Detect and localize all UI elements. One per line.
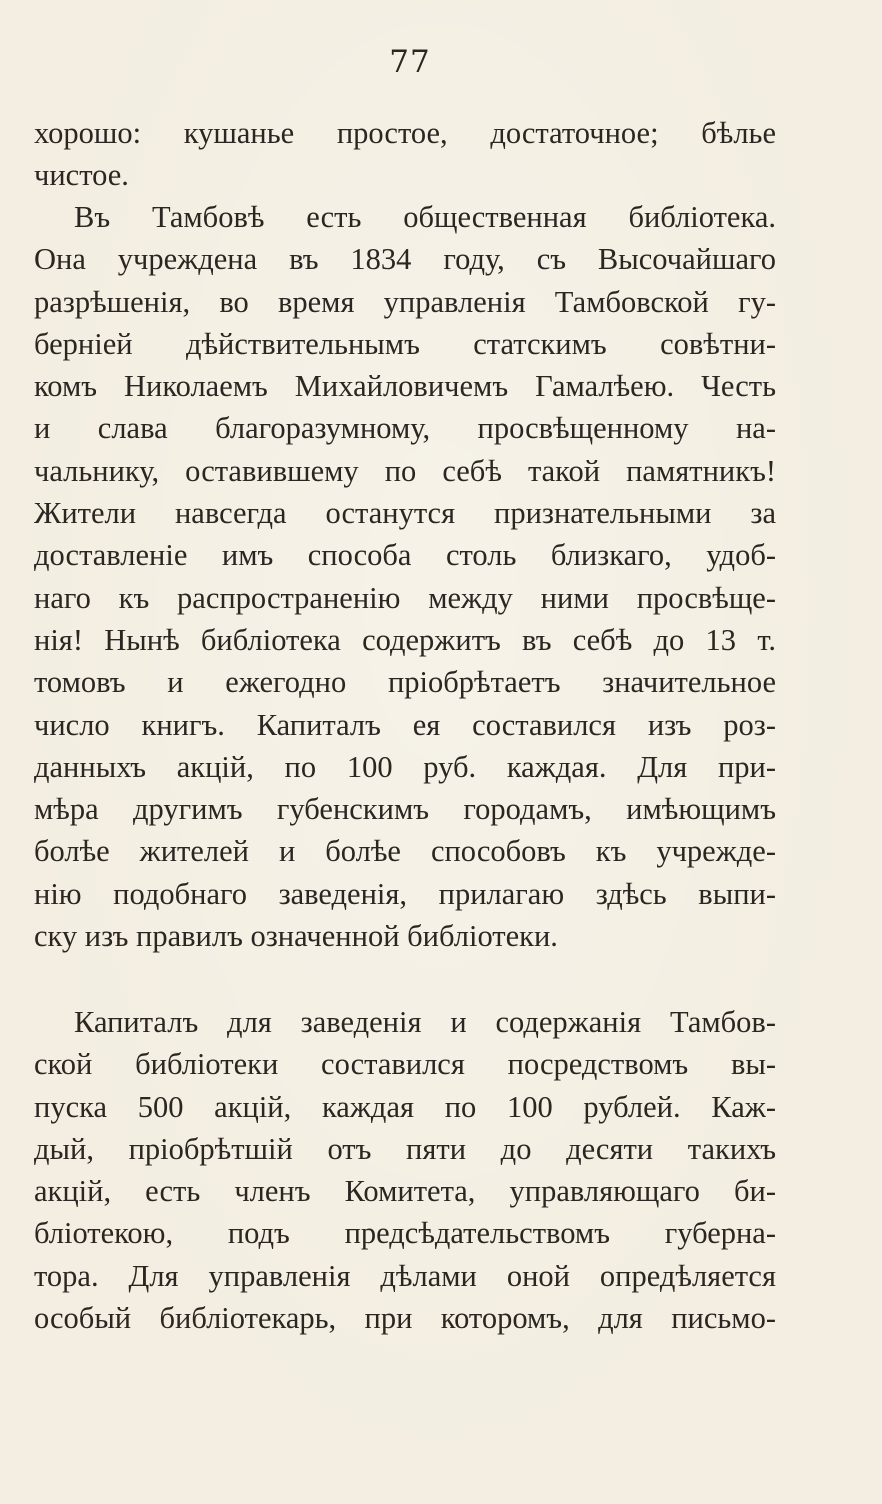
text-line: нію подобнаго заведенія, прилагаю здѣсь выпи- bbox=[34, 876, 776, 911]
text-line: и слава благоразумному, просвѣщенному на- bbox=[34, 411, 776, 446]
text-line: нія! Нынѣ библіотека содержитъ въ себѣ до 13 т. bbox=[34, 622, 776, 657]
paragraph-continuation bbox=[34, 112, 776, 197]
text-line: томовъ и ежегодно пріобрѣтаетъ значительное bbox=[34, 665, 776, 700]
text-line: бліотекою, подъ предсѣдательствомъ губерна- bbox=[34, 1216, 776, 1251]
text-line: Капиталъ для заведенія и содержанія Тамбов- bbox=[74, 1005, 776, 1039]
text-line: ску изъ правилъ означенной библіотеки. bbox=[34, 919, 558, 954]
text-line: чальнику, оставившему по себѣ такой памятникъ! bbox=[34, 453, 776, 488]
text-line: хорошо: кушанье простое, достаточное; бѣлье bbox=[34, 116, 776, 150]
text-line: Въ Тамбовѣ есть общественная библіотека. bbox=[74, 200, 776, 234]
text-line: наго къ распространенію между ними просвѣще- bbox=[34, 580, 776, 615]
text-line: акцій, есть членъ Комитета, управляющаго би- bbox=[34, 1174, 776, 1209]
text-line: доставленіе имъ способа столь близкаго, удоб- bbox=[34, 538, 776, 573]
text-line: пуска 500 акцій, каждая по 100 рублей. Каж- bbox=[34, 1089, 776, 1124]
text-line: особый библіотекарь, при которомъ, для письмо- bbox=[34, 1301, 776, 1336]
text-line: Жители навсегда останутся признательными за bbox=[34, 496, 776, 531]
text-line: мѣра другимъ губенскимъ городамъ, имѣющимъ bbox=[34, 792, 776, 827]
text-line: Она учреждена въ 1834 году, съ Высочайшаго bbox=[34, 242, 776, 277]
text-line: болѣе жителей и болѣе способовъ къ учрежде- bbox=[34, 834, 776, 869]
text-line: данныхъ акцій, по 100 руб. каждая. Для при- bbox=[34, 749, 776, 784]
text-line: берніей дѣйствительнымъ статскимъ совѣтни- bbox=[34, 326, 776, 361]
paragraph-library bbox=[34, 196, 776, 957]
page-number: 77 bbox=[389, 44, 431, 80]
text-line: число книгъ. Капиталъ ея составился изъ роз- bbox=[34, 707, 776, 742]
text-line: комъ Николаемъ Михайловичемъ Гамалѣею. Честь bbox=[34, 369, 776, 404]
text-line: чистое. bbox=[34, 158, 129, 193]
text-line: разрѣшенія, во время управленія Тамбовской гу- bbox=[34, 284, 776, 319]
text-line: дый, пріобрѣтшій отъ пяти до десяти такихъ bbox=[34, 1131, 776, 1166]
text-line: ской библіотеки составился посредствомъ вы- bbox=[34, 1047, 776, 1082]
paragraph-capital bbox=[34, 1001, 776, 1339]
text-line: тора. Для управленія дѣлами оной опредѣляется bbox=[34, 1258, 776, 1293]
